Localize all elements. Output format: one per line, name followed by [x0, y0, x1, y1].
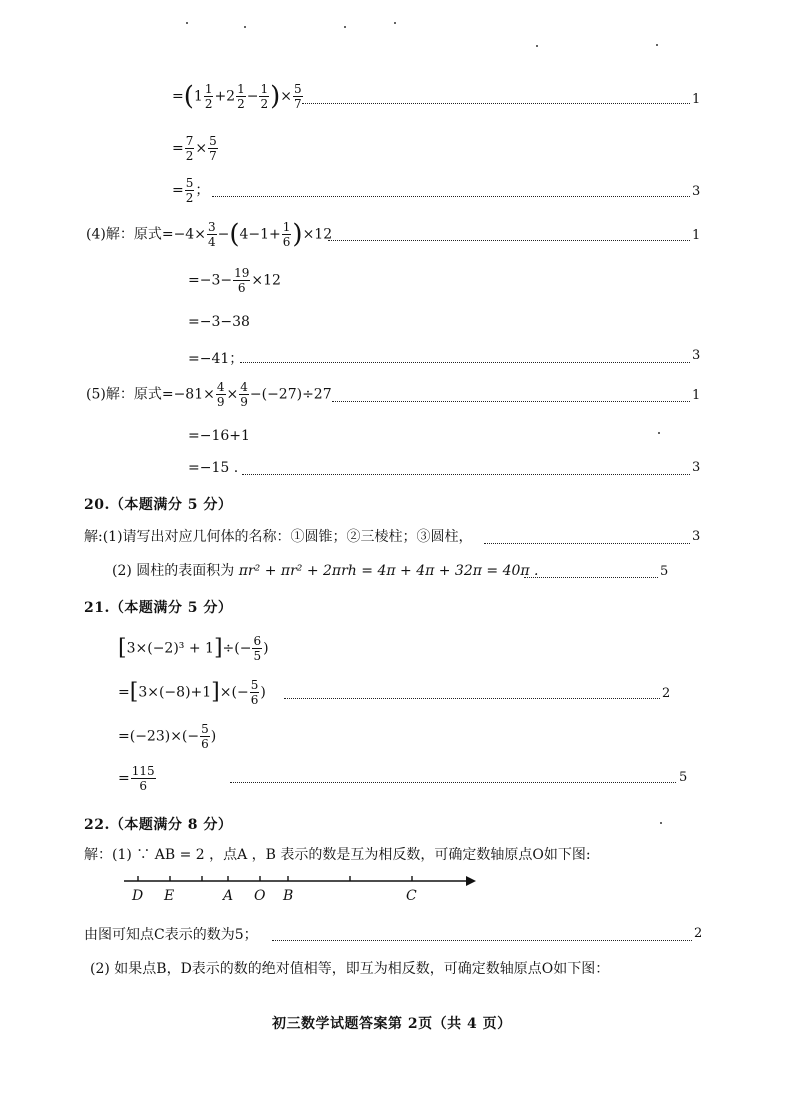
scan-speck	[536, 45, 538, 47]
scan-speck	[658, 432, 660, 434]
q21-line2: =[3×(−8)+1]×(− $\frac{5}{6}$ )	[118, 678, 266, 707]
q22-line1: 解：(1) ∵ AB = 2 ，点A ，B 表示的数是互为相反数，可确定数轴原点O如下图:	[84, 847, 591, 863]
leader-dots	[212, 196, 690, 197]
q19-4-line4: =−41；	[188, 351, 244, 367]
scan-speck	[656, 44, 658, 46]
fraction: $\frac{4}{9}$	[216, 380, 225, 409]
number-line-diagram	[120, 868, 480, 910]
fraction: $\frac{7}{2}$	[185, 134, 194, 163]
score-mark: 1	[692, 92, 701, 107]
scan-speck	[394, 22, 396, 24]
q22-line3: (2) 如果点B，D表示的数的绝对值相等，即互为相反数，可确定数轴原点O如下图：	[90, 961, 610, 977]
fraction: $\frac{5}{6}$	[250, 678, 259, 707]
q19-5-line3: =−15 .	[188, 460, 239, 476]
fraction: $\frac{1}{2}$	[237, 82, 245, 111]
leader-dots	[302, 103, 690, 104]
q19-3-line1: =(1 $\frac{1}{2}$ +2 $\frac{1}{2}$ − $\frac{1}{2}$ )× $\frac{5}{7}$	[172, 81, 302, 112]
q20-line1: 解:(1)请写出对应几何体的名称：①圆锥；②三棱柱；③圆柱，	[84, 529, 473, 545]
q22-title: 22.（本题满分 8 分）	[84, 817, 233, 833]
fraction: $\frac{6}{5}$	[253, 634, 262, 663]
axis-arrow-icon	[466, 876, 476, 886]
fraction: $\frac{4}{9}$	[240, 380, 248, 409]
score-mark: 3	[692, 184, 701, 199]
q21-line4: = $\frac{115}{6}$	[118, 764, 155, 793]
fraction: $\frac{115}{6}$	[131, 764, 155, 793]
q21-line1: [3×(−2)³ + 1]÷(− $\frac{6}{5}$ )	[118, 634, 269, 663]
scan-speck	[344, 26, 346, 28]
fraction: $\frac{1}{6}$	[282, 220, 291, 249]
q19-3-line3: = $\frac{5}{2}$ ；	[172, 176, 210, 205]
scan-speck	[244, 26, 246, 28]
score-mark: 3	[692, 529, 701, 544]
leader-dots	[332, 401, 690, 402]
leader-dots	[284, 698, 660, 699]
q19-4-line1: (4)解：原式=−4× $\frac{3}{4}$ −(4−1+ $\frac{1}{6}$ )×12	[86, 219, 333, 250]
q19-4-line3: =−3−38	[188, 314, 250, 330]
fraction: $\frac{19}{6}$	[234, 266, 250, 295]
q19-5-line1: (5)解：原式=−81× $\frac{4}{9}$ × $\frac{4}{9}$ −(−27)÷27	[86, 380, 332, 409]
score-mark: 1	[692, 388, 701, 403]
score-mark: 2	[694, 926, 703, 941]
page-footer: 初三数学试题答案第 2页（共 4 页）	[272, 1016, 512, 1032]
q19-4-line2: =−3− $\frac{19}{6}$ ×12	[188, 266, 281, 295]
leader-dots	[230, 782, 676, 783]
q20-title: 20.（本题满分 5 分）	[84, 497, 233, 513]
score-mark: 1	[692, 228, 701, 243]
leader-dots	[524, 577, 658, 578]
fraction: $\frac{5}{7}$	[294, 82, 302, 111]
leader-dots	[328, 240, 690, 241]
q19-5-line2: =−16+1	[188, 428, 250, 444]
q19-3-line2: = $\frac{7}{2}$ × $\frac{5}{7}$	[172, 134, 217, 163]
leader-dots	[484, 543, 690, 544]
score-mark: 3	[692, 460, 701, 475]
q22-line2: 由图可知点C表示的数为5；	[84, 927, 258, 943]
q21-title: 21.（本题满分 5 分）	[84, 600, 233, 616]
point-label-b: B	[283, 888, 294, 904]
leader-dots	[272, 940, 692, 941]
fraction: $\frac{1}{2}$	[260, 82, 269, 111]
score-mark: 3	[692, 348, 701, 363]
leader-dots	[242, 474, 690, 475]
fraction: $\frac{3}{4}$	[207, 220, 216, 249]
point-label-d: D	[132, 888, 144, 904]
q20-line2: (2) 圆柱的表面积为 πr² + πr² + 2πrh = 4π + 4π + 32π = 40π .	[112, 563, 539, 579]
fraction: $\frac{5}{7}$	[209, 134, 217, 163]
scan-speck	[660, 822, 662, 824]
point-label-c: C	[406, 888, 417, 904]
point-label-a: A	[223, 888, 234, 904]
scan-speck	[186, 22, 188, 24]
fraction: $\frac{1}{2}$	[204, 82, 213, 111]
score-mark: 5	[660, 564, 669, 579]
fraction: $\frac{5}{6}$	[201, 722, 209, 751]
score-mark: 2	[662, 686, 671, 701]
q21-line3: =(−23)×(− $\frac{5}{6}$ )	[118, 722, 217, 751]
fraction: $\frac{5}{2}$	[185, 176, 194, 205]
score-mark: 5	[679, 770, 688, 785]
point-label-e: E	[164, 888, 175, 904]
leader-dots	[240, 362, 690, 363]
point-label-o: O	[254, 888, 266, 904]
